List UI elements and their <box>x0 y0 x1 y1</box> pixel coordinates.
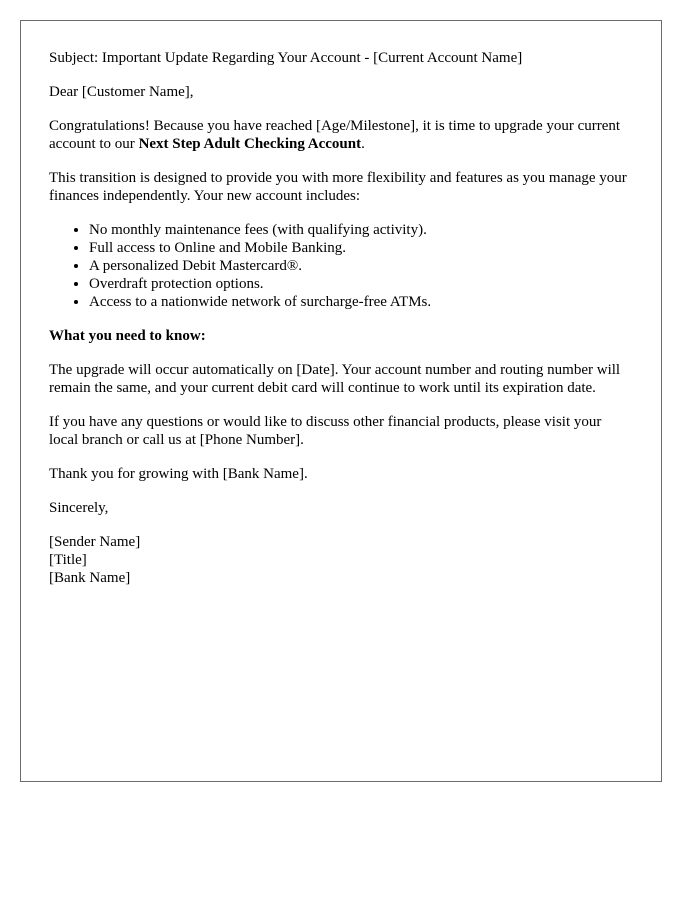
list-item: • Overdraft protection options. <box>89 275 633 293</box>
list-item: • Access to a nationwide network of surcharge-free ATMs. <box>89 293 633 311</box>
intro-paragraph <box>49 117 633 153</box>
transition-paragraph: This transition is designed to provide you with more flexibility and features as you manage your finances independently. Your new account includes: <box>49 170 627 204</box>
sender-bank: [Bank Name] <box>49 570 131 586</box>
sender-name: [Sender Name] <box>49 534 141 550</box>
list-item: • A personalized Debit Mastercard®. <box>89 257 633 275</box>
thanks-paragraph: Thank you for growing with [Bank Name]. <box>49 466 308 482</box>
subject-line: Subject: Important Update Regarding Your Account - [Current Account Name] <box>49 50 523 66</box>
account-name: Next Step Adult Checking Account <box>138 136 362 152</box>
closing: Sincerely, <box>49 500 109 516</box>
letter-document <box>20 20 662 782</box>
upgrade-paragraph: The upgrade will occur automatically on [Date]. Your account number and routing number will remain the same, and your current debit card will continue to work until its expiration date. <box>49 362 621 396</box>
intro-end: . <box>361 136 365 152</box>
know-heading: What you need to know: <box>49 328 206 344</box>
questions-paragraph: If you have any questions or would like to discuss other financial products, please visit your local branch or call us at [Phone Number]. <box>49 414 602 448</box>
list-item: • Full access to Online and Mobile Banking. <box>89 239 633 257</box>
intro-text: Congratulations! Because you have reached [Age/Milestone], it is time to upgrade your current account to our <box>49 118 621 152</box>
features-list <box>49 221 633 311</box>
signature-block <box>49 533 633 587</box>
sender-title: [Title] <box>49 552 87 568</box>
list-item: • No monthly maintenance fees (with qualifying activity). <box>89 221 633 239</box>
greeting: Dear [Customer Name], <box>49 84 194 100</box>
